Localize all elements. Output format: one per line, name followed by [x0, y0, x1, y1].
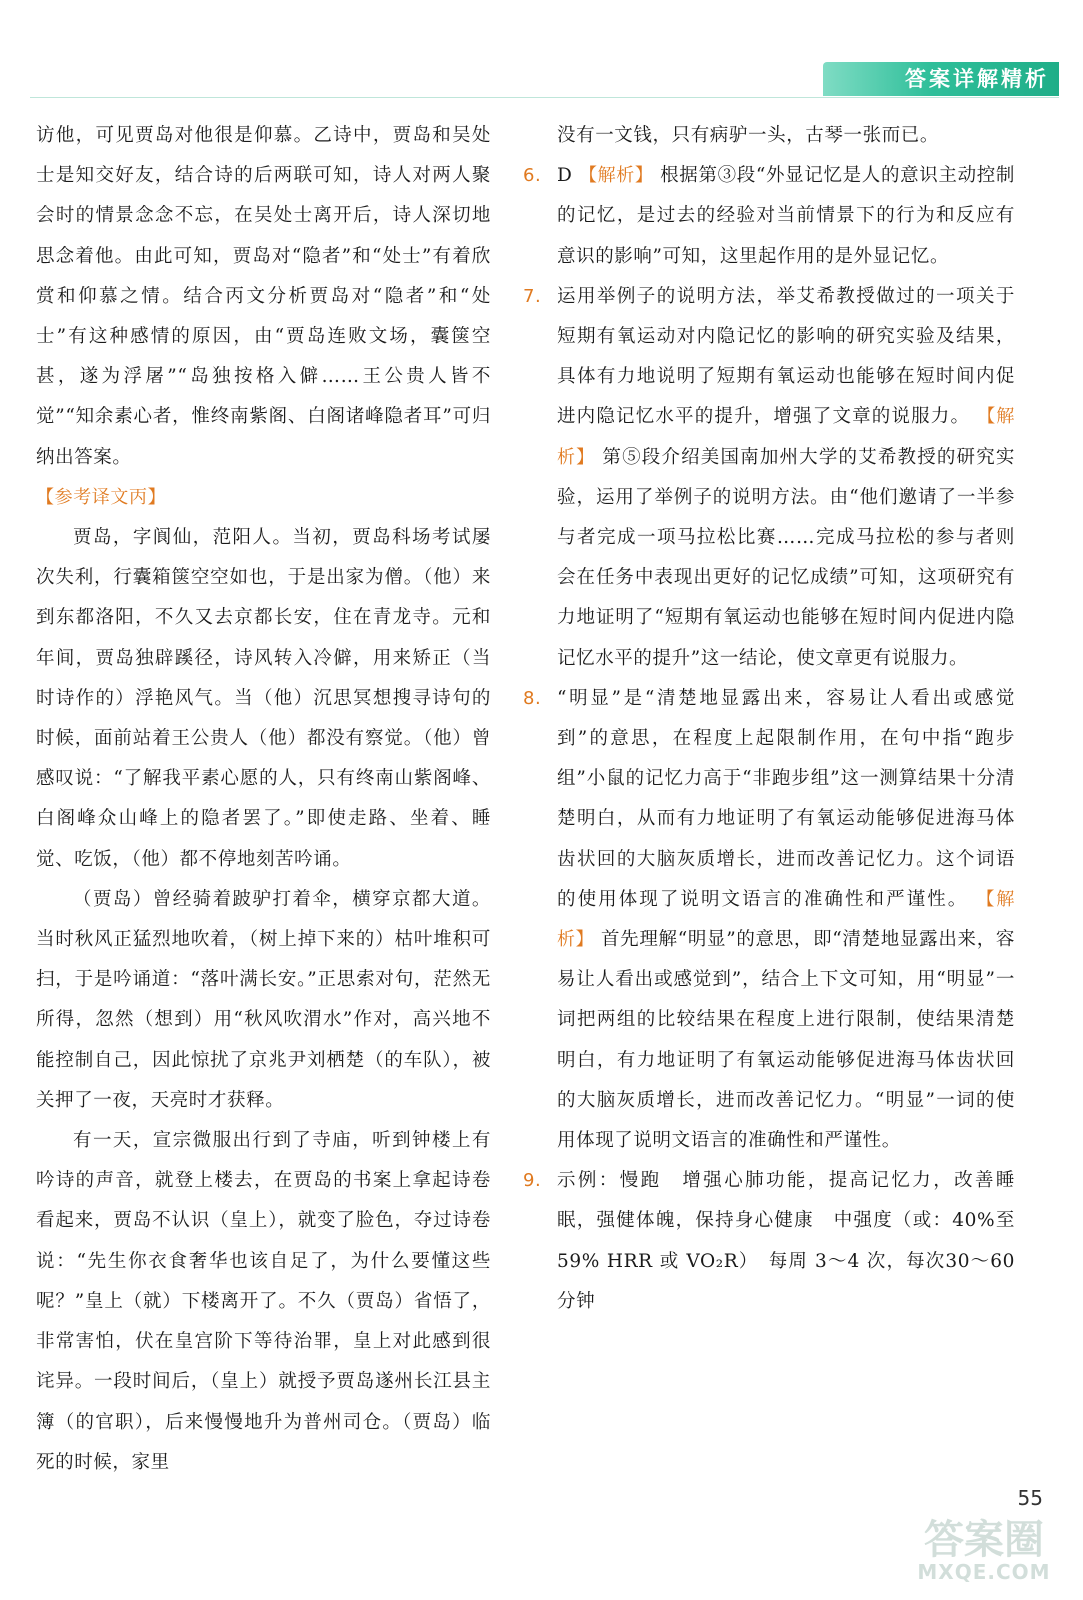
answer-text: 运用举例子的说明方法，举艾希教授做过的一项关于短期有氧运动对内隐记忆的影响的研究实验及结果，具体有力地说明了短期有氧运动也能够在短时间内促进内隐记忆水平的提升，增强了文章的说服力。: [557, 285, 1015, 428]
answer-item-7: [523, 277, 1015, 679]
answer-number: 8.: [523, 687, 542, 709]
analysis-label: 【解析】: [557, 406, 1016, 468]
answer-item-8: [523, 679, 1015, 1161]
watermark: [909, 1518, 1059, 1582]
watermark-url: MXQE.COM: [917, 1560, 1051, 1584]
translation-continuation: 没有一文钱，只有病驴一头，古琴一张而已。: [557, 125, 940, 146]
answer-item-9: [523, 1161, 1015, 1322]
page-number: 55: [1017, 1486, 1043, 1510]
analysis-label: 【解析】: [578, 165, 654, 187]
answer-text: D: [557, 165, 579, 187]
translation-paragraph-3: 有一天，宣宗微服出行到了寺庙，听到钟楼上有吟诗的声音，就登上楼去，在贾岛的书案上拿起诗卷看起来，贾岛不认识（皇上），就变了脸色，夺过诗卷说：“先生你衣食奢华也该自足了，为什么要懂这些呢？”皇上（就）下楼离开了。不久（贾岛）省悟了，非常害怕，伏在皇宫阶下等待治罪，皇上对此感到很诧异。一段时间后，（皇上）就授予贾岛遂州长江县主簿（的官职），后来慢慢地升为普州司仓。（贾岛）临死的时候，家里: [36, 1130, 491, 1473]
translation-paragraph-2: （贾岛）曾经骑着跛驴打着伞，横穿京都大道。当时秋风正猛烈地吹着，（树上掉下来的）枯叶堆积可扫，于是吟诵道：“落叶满长安。”正思索对句，茫然无所得，忽然（想到）用“秋风吹渭水”作对，高兴地不能控制自己，因此惊扰了京兆尹刘栖楚（的车队），被关押了一夜，天亮时才获释。: [36, 888, 491, 1111]
translation-paragraph-1: 贾岛，字阆仙，范阳人。当初，贾岛科场考试屡次失利，行囊箱箧空空如也，于是出家为僧。（他）来到东都洛阳，不久又去京都长安，住在青龙寺。元和年间，贾岛独辟蹊径，诗风转入冷僻，用来矫正（当时诗作的）浮艳风气。当（他）沉思冥想搜寻诗句的时候，面前站着王公贵人（他）都没有察觉。（他）曾感叹说：“了解我平素心愿的人，只有终南山紫阁峰、白阁峰众山峰上的隐者罢了。”即使走路、坐着、睡觉、吃饭，（他）都不停地刻苦吟诵。: [36, 527, 491, 870]
answer-text: 示例：慢跑 增强心肺功能，提高记忆力，改善睡眠，强健体魄，保持身心健康 中强度（或：40%至59% HRR 或 VO₂R） 每周 3～4 次，每次30～60分钟: [557, 1170, 1015, 1312]
reference-translation-label: 【参考译文丙】: [36, 486, 167, 508]
analysis-text: 第⑤段介绍美国南加州大学的艾希教授的研究实验，运用了举例子的说明方法。由“他们邀请了一半参与者完成一项马拉松比赛……完成马拉松的参与者则会在任务中表现出更好的记忆成绩”可知，这项研究有力地证明了“短期有氧运动也能够在短时间内促进内隐记忆水平的提升”这一结论，使文章更有说服力。: [557, 446, 1016, 669]
analysis-text: 根据第③段“外显记忆是人的意识主动控制的记忆，是过去的经验对当前情景下的行为和反应有意识的影响”可知，这里起作用的是外显记忆。: [557, 165, 1015, 267]
watermark-logo: 答案圈: [924, 1517, 1044, 1563]
header-divider: [30, 97, 1059, 98]
left-column: [36, 116, 491, 1483]
analysis-label: 【解析】: [557, 888, 1015, 951]
answer-text: “明显”是“清楚地显露出来，容易让人看出或感觉到”的意思，在程度上起限制作用，在句中指“跑步组”小鼠的记忆力高于“非跑步组”这一测算结果十分清楚明白，从而有力地证明了有氧运动能够促进海马体齿状回的大脑灰质增长，进而改善记忆力。这个词语的使用体现了说明文语言的准确性和严谨性。: [557, 687, 1015, 910]
left-intro-paragraph: 访他，可见贾岛对他很是仰慕。乙诗中，贾岛和吴处士是知交好友，结合诗的后两联可知，诗人对两人聚会时的情景念念不忘，在吴处士离开后，诗人深切地思念着他。由此可知，贾岛对“隐者”和“处士”有着欣赏和仰慕之情。结合丙文分析贾岛对“隐者”和“处士”有这种感情的原因，由“贾岛连败文场，囊箧空甚，遂为浮屠”“岛独按格入僻……王公贵人皆不觉”“知余素心者，惟终南紫阁、白阁诸峰隐者耳”可归纳出答案。: [36, 125, 491, 468]
right-column: [523, 116, 1015, 1322]
answer-number: 7.: [523, 285, 542, 307]
section-label: [36, 478, 491, 518]
header-title: 答案详解精析: [905, 67, 1049, 91]
answer-item-6: [523, 156, 1015, 277]
analysis-text: 首先理解“明显”的意思，即“清楚地显露出来，容易让人看出或感觉到”，结合上下文可知，用“明显”一词把两组的比较结果在程度上进行限制，使结果清楚明白，有力地证明了有氧运动能够促进海马体齿状回的大脑灰质增长，进而改善记忆力。“明显”一词的使用体现了说明文语言的准确性和严谨性。: [557, 929, 1015, 1152]
answer-number: 6.: [523, 165, 542, 187]
answer-number: 9.: [523, 1170, 542, 1192]
